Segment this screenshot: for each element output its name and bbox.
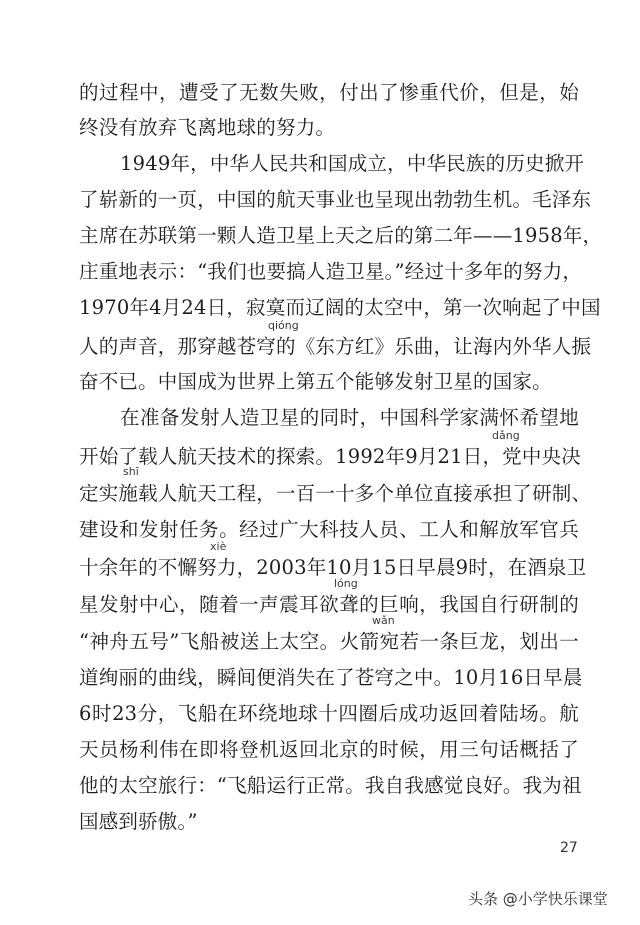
text-line: 奋不已。中国成为世界上第五个能够发射卫星的国家。 [79,370,552,393]
text-line: 他的太空旅行：“飞船运行正常。我自我感觉良好。我为祖 [79,774,582,797]
text-line: 在准备发射人造卫星的同时，中国科学家满怀希望地 [120,406,579,429]
text-line: 的过程中，遭受了无数失败，付出了惨重代价，但是，始 [79,81,579,104]
text-line: 建设和发射任务。经过广大科技人员、工人和解放军官兵 [79,518,579,541]
text-line: “神舟五号”飞船被送上太空。火箭宛若一条巨龙，划出一 [79,630,579,653]
text-line: 主席在苏联第一颗人造卫星上天之后的第二年——1958年， [79,224,603,247]
text-line: 十余年的不懈努力，2003年10月15日早晨9时，在酒泉卫 [79,556,587,579]
text-line: 终没有放弃飞离地球的努力。 [79,116,336,139]
pinyin-annotation: shī [123,465,139,478]
watermark: 头条 @小学快乐课堂 [468,890,608,908]
pinyin-annotation: lóng [334,577,358,590]
text-line: 道绚丽的曲线，瞬间便消失在了苍穹之中。10月16日早晨 [79,666,583,689]
pinyin-annotation: xiè [210,540,227,553]
text-line: 庄重地表示：“我们也要搞人造卫星。”经过十多年的努力， [79,260,583,283]
text-line: 天员杨利伟在即将登机返回北京的时候，用三句话概括了 [79,738,579,761]
text-line: 人的声音，那穿越苍穹的《东方红》乐曲，让海内外华人振 [79,335,592,358]
pinyin-annotation: wǎn [372,614,395,627]
page-number: 27 [560,840,578,856]
pinyin-annotation: dǎng [492,429,520,442]
text-line: 定实施载人航天工程，一百一十多个单位直接承担了研制、 [79,482,592,505]
pinyin-annotation: qióng [268,319,299,332]
text-line: 开始了载人航天技术的探索。1992年9月21日，党中央决 [79,445,581,468]
text-line: 国感到骄傲。” [79,810,198,833]
text-line: 1949年，中华人民共和国成立，中华民族的历史掀开 [120,152,585,175]
text-line: 6时23分，飞船在环绕地球十四圈后成功返回着陆场。航 [79,702,579,725]
text-line: 星发射中心，随着一声震耳欲聋的巨响，我国自行研制的 [79,593,579,616]
text-line: 了崭新的一页，中国的航天事业也呈现出勃勃生机。毛泽东 [79,188,592,211]
text-line: 1970年4月24日，寂寞而辽阔的太空中，第一次响起了中国 [79,296,601,319]
